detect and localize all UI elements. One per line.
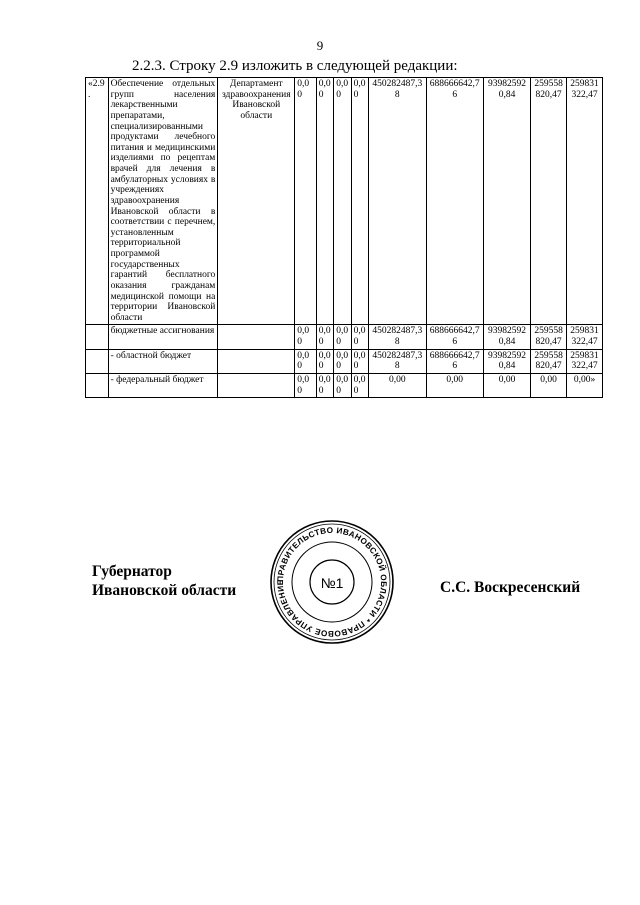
value-cell: 688666642,76 xyxy=(426,325,483,349)
row-executor-cell: Департамент здравоохранения Ивановской области xyxy=(218,78,295,325)
row-name-cell: бюджетные ассигнования xyxy=(108,325,218,349)
official-seal xyxy=(268,518,396,646)
value-cell: 0,00 xyxy=(316,78,333,325)
value-cell: 0,00 xyxy=(316,349,333,373)
value-cell: 259831322,47 xyxy=(567,349,603,373)
value-cell: 688666642,76 xyxy=(426,349,483,373)
value-cell: 259558820,47 xyxy=(531,349,567,373)
signature-position xyxy=(92,563,236,600)
program-table xyxy=(85,77,603,398)
value-cell: 688666642,76 xyxy=(426,78,483,325)
value-cell: 0,00 xyxy=(295,78,317,325)
intro-text: 2.2.3. Строку 2.9 изложить в следующей редакции: xyxy=(132,58,458,74)
table-row xyxy=(86,78,603,325)
value-cell: 450282487,38 xyxy=(369,349,426,373)
row-name-cell: - областной бюджет xyxy=(108,349,218,373)
value-cell: 0,00 xyxy=(334,78,351,325)
value-cell: 0,00 xyxy=(483,373,530,397)
value-cell: 0,00 xyxy=(316,325,333,349)
seal-center-text: №1 xyxy=(320,575,344,591)
value-cell: 0,00 xyxy=(351,373,368,397)
value-cell: 450282487,38 xyxy=(369,78,426,325)
row-executor-cell xyxy=(218,349,295,373)
value-cell: 259558820,47 xyxy=(531,325,567,349)
value-cell: 0,00 xyxy=(316,373,333,397)
value-cell: 450282487,38 xyxy=(369,325,426,349)
value-cell: 0,00 xyxy=(351,325,368,349)
row-number-cell xyxy=(86,325,109,349)
value-cell: 0,00 xyxy=(531,373,567,397)
value-cell: 0,00 xyxy=(334,349,351,373)
value-cell: 0,00 xyxy=(351,349,368,373)
row-executor-cell xyxy=(218,325,295,349)
value-cell: 0,00 xyxy=(295,349,317,373)
value-cell: 939825920,84 xyxy=(483,349,530,373)
table-row xyxy=(86,349,603,373)
value-cell: 0,00» xyxy=(567,373,603,397)
value-cell: 0,00 xyxy=(334,325,351,349)
signature-position-line1: Губернатор xyxy=(92,563,172,580)
row-name-cell: - федеральный бюджет xyxy=(108,373,218,397)
value-cell: 0,00 xyxy=(351,78,368,325)
row-number-cell xyxy=(86,349,109,373)
signature-name: С.С. Воскресенский xyxy=(440,579,581,596)
value-cell: 939825920,84 xyxy=(483,325,530,349)
row-number-cell: «2.9. xyxy=(86,78,109,325)
value-cell: 0,00 xyxy=(334,373,351,397)
value-cell: 0,00 xyxy=(295,325,317,349)
table-row xyxy=(86,325,603,349)
value-cell: 259831322,47 xyxy=(567,325,603,349)
seal-ring-text: ПРАВИТЕЛЬСТВО ИВАНОВСКОЙ ОБЛАСТИ * ПРАВОВОЕ УПРАВЛЕНИЕ xyxy=(275,525,389,639)
row-name-cell: Обеспечение отдельных групп населения лекарственными препаратами, специализированными продуктами лечебного питания и медицинскими изделиями по рецептам врачей для лечения в амбулаторных условиях в учреждениях здравоохранения Ивановской области в соответствии с перечнем, установленным территориальной программой государственных гарантий бесплатного оказания гражданам медицинской помощи на территории Ивановской области xyxy=(108,78,218,325)
value-cell: 259831322,47 xyxy=(567,78,603,325)
value-cell: 0,00 xyxy=(369,373,426,397)
row-executor-cell xyxy=(218,373,295,397)
table-row xyxy=(86,373,603,397)
value-cell: 939825920,84 xyxy=(483,78,530,325)
page-number: 9 xyxy=(316,38,324,53)
value-cell: 259558820,47 xyxy=(531,78,567,325)
value-cell: 0,00 xyxy=(426,373,483,397)
row-number-cell xyxy=(86,373,109,397)
value-cell: 0,00 xyxy=(295,373,317,397)
signature-position-line2: Ивановской области xyxy=(92,581,237,599)
